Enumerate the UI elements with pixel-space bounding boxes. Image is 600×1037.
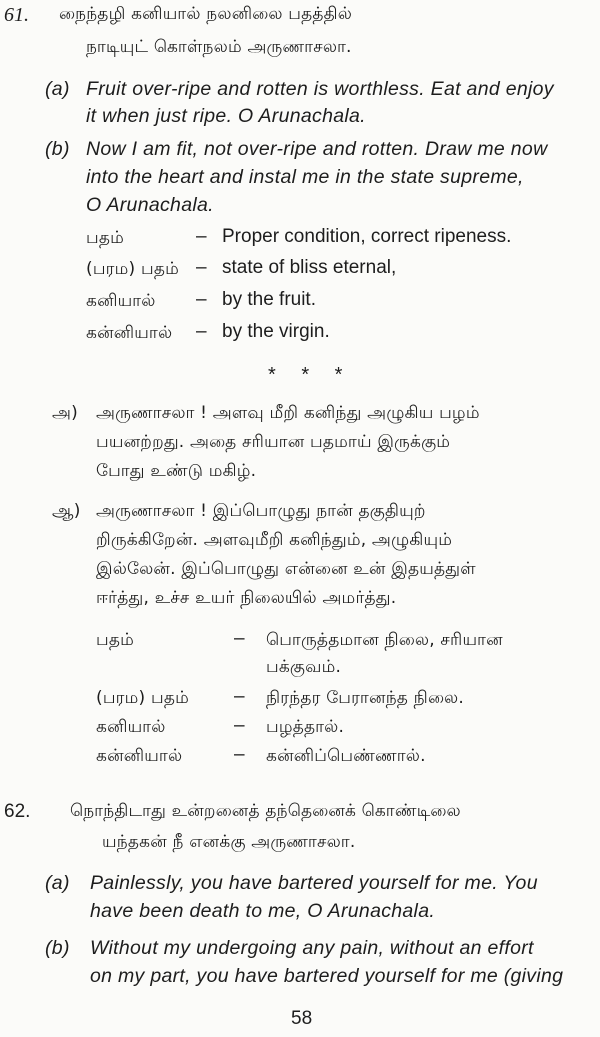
tamil-glossary-meaning: பொருத்தமான நிலை, சரியான [266, 630, 503, 650]
translation-line: Painlessly, you have bartered yourself for me. You [90, 872, 538, 894]
tamil-commentary-line: றிருக்கிறேன். அளவுமீறி கனிந்தும், அழுகியும் [96, 530, 453, 550]
translation-label: (b) [45, 937, 70, 959]
translation-line: Now I am fit, not over-ripe and rotten. Draw me now [86, 138, 548, 160]
glossary-term: கன்னியால் [86, 323, 173, 343]
tamil-verse-line: நைந்தழி கனியால் நலனிலை பதத்தில் [59, 4, 353, 24]
translation-line: O Arunachala. [86, 194, 214, 216]
glossary-meaning: Proper condition, correct ripeness. [222, 226, 512, 247]
glossary-meaning: state of bliss eternal, [222, 257, 397, 278]
translation-line: have been death to me, O Arunachala. [90, 900, 436, 922]
translation-line: Without my undergoing any pain, without an effort [90, 937, 534, 959]
tamil-commentary-label: அ) [52, 403, 78, 423]
tamil-glossary-term: கனியால் [96, 717, 166, 737]
tamil-verse-line: யந்தகன் நீ எனக்கு அருணாசலா. [102, 832, 356, 852]
glossary-dash: – [196, 321, 207, 342]
glossary-dash: – [234, 715, 245, 736]
translation-label: (a) [45, 78, 70, 100]
translation-line: into the heart and instal me in the state supreme, [86, 166, 524, 188]
glossary-term: (பரம) பதம் [86, 259, 179, 279]
tamil-glossary-meaning: கன்னிப்பெண்ணால். [266, 746, 426, 766]
tamil-glossary-meaning: நிரந்தர பேரானந்த நிலை. [266, 688, 464, 708]
verse-number: 61. [4, 4, 29, 26]
glossary-dash: – [234, 628, 245, 649]
tamil-commentary-line: அருணாசலா ! அளவு மீறி கனிந்து அழுகிய பழம் [96, 403, 480, 423]
tamil-glossary-term: கன்னியால் [96, 746, 183, 766]
translation-label: (a) [45, 872, 70, 894]
section-separator: * * * [268, 364, 353, 386]
glossary-term: கனியால் [86, 291, 156, 311]
translation-label: (b) [45, 138, 70, 160]
glossary-dash: – [234, 686, 245, 707]
page-number: 58 [291, 1008, 313, 1029]
tamil-commentary-line: பயனற்றது. அதை சரியான பதமாய் இருக்கும் [96, 432, 451, 452]
tamil-commentary-line: அருணாசலா ! இப்பொழுது நான் தகுதியுற் [96, 501, 426, 521]
glossary-term: பதம் [86, 228, 125, 248]
glossary-dash: – [234, 744, 245, 765]
glossary-dash: – [196, 289, 207, 310]
translation-line: on my part, you have bartered yourself for me (giving [90, 965, 564, 987]
glossary-meaning: by the virgin. [222, 321, 330, 342]
verse-number: 62. [4, 801, 31, 822]
tamil-commentary-label: ஆ) [52, 501, 81, 521]
tamil-commentary-line: இல்லேன். இப்பொழுது என்னை உன் இதயத்துள் [96, 559, 476, 579]
tamil-glossary-meaning: பழத்தால். [266, 717, 345, 737]
translation-line: Fruit over-ripe and rotten is worthless. Eat and enjoy [86, 78, 554, 100]
glossary-dash: – [196, 257, 207, 278]
glossary-meaning: by the fruit. [222, 289, 316, 310]
tamil-commentary-line: போது உண்டு மகிழ். [96, 461, 257, 481]
tamil-commentary-line: ஈர்த்து, உச்ச உயர் நிலையில் அமர்த்து. [96, 588, 397, 608]
tamil-glossary-term: பதம் [96, 630, 135, 650]
translation-line: it when just ripe. O Arunachala. [86, 105, 366, 127]
tamil-glossary-meaning: பக்குவம். [266, 657, 342, 677]
tamil-glossary-term: (பரம) பதம் [96, 688, 189, 708]
tamil-verse-line: நாடியுட் கொள்நலம் அருணாசலா. [86, 37, 352, 57]
tamil-verse-line: நொந்திடாது உன்றனைத் தந்தெனைக் கொண்டிலை [70, 801, 461, 821]
glossary-dash: – [196, 226, 207, 247]
